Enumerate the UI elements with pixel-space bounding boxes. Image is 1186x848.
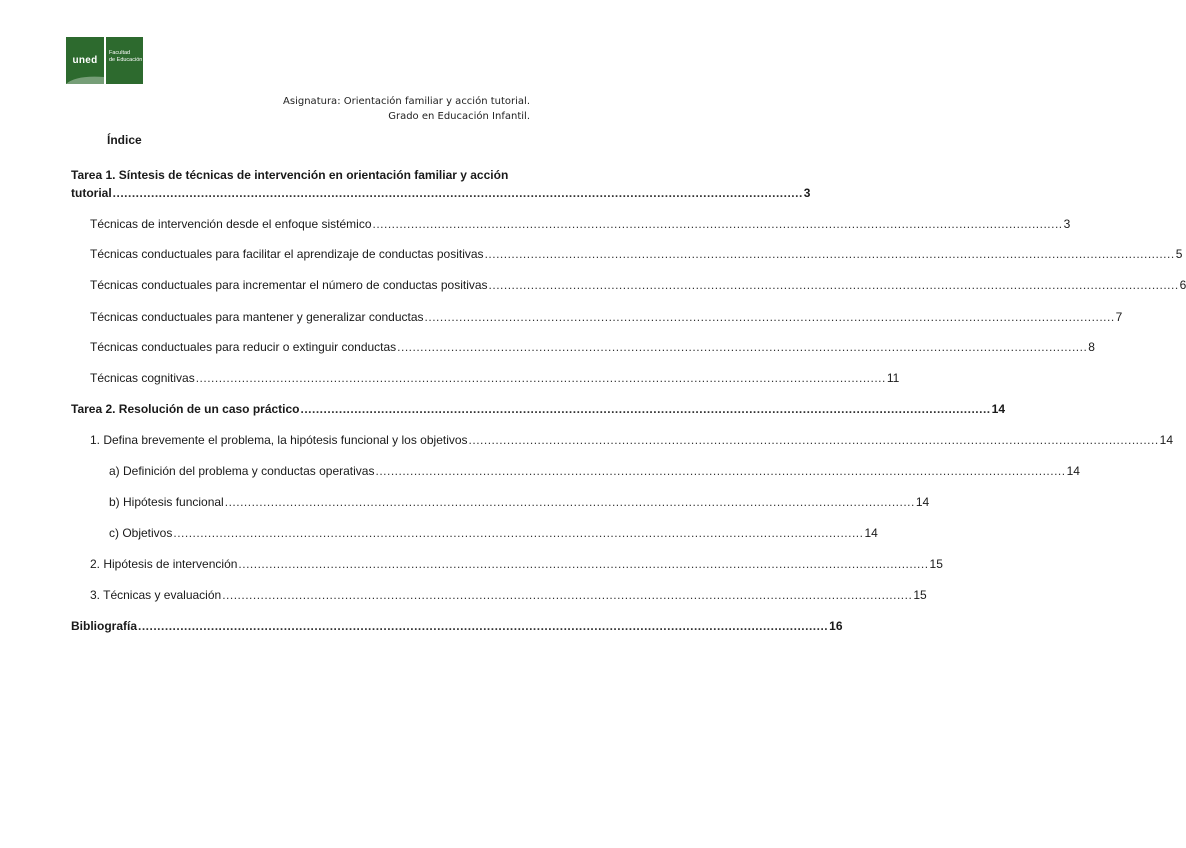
toc-page-number: 14 <box>1159 433 1174 447</box>
toc-entry-label: Técnicas conductuales para facilitar el aprendizaje de conductas positivas <box>90 247 484 261</box>
toc-entry[interactable] <box>109 495 930 510</box>
subject-line: Asignatura: Orientación familiar y acción tutorial. <box>283 96 530 107</box>
toc-page-number: 14 <box>991 402 1005 416</box>
toc-leader-dots: .................................................................................................................................................................................... <box>372 217 1063 231</box>
toc-entry[interactable] <box>90 217 1071 232</box>
degree-line: Grado en Educación Infantil. <box>388 111 530 122</box>
toc-entry[interactable] <box>90 588 927 603</box>
toc-page-number: 8 <box>1088 340 1095 354</box>
document-header <box>283 94 530 124</box>
toc-page-number: 14 <box>1066 464 1080 478</box>
toc-leader-dots: .................................................................................................................................................................................... <box>238 557 929 571</box>
toc-leader-dots: .................................................................................................................................................................................... <box>112 186 803 200</box>
faculty-line-2: de Educación <box>109 57 143 63</box>
toc-entry-label: Técnicas de intervención desde el enfoque sistémico <box>90 217 372 231</box>
toc-entry-label: 2. Hipótesis de intervención <box>90 557 238 571</box>
toc-entry-label: c) Objetivos <box>109 526 173 540</box>
toc-title: Índice <box>107 133 142 147</box>
toc-entry[interactable] <box>90 433 1174 448</box>
toc-entry[interactable] <box>90 557 943 572</box>
toc-entry[interactable] <box>90 247 1183 262</box>
toc-entry-tarea2[interactable] <box>71 402 1005 417</box>
toc-entry[interactable] <box>90 310 1123 325</box>
toc-leader-dots: .................................................................................................................................................................................... <box>138 619 829 633</box>
toc-entry-label: tutorial <box>71 186 112 200</box>
toc-page-number: 7 <box>1115 310 1123 324</box>
faculty-name <box>106 37 143 84</box>
logo-swoosh-icon <box>66 73 104 84</box>
toc-entry-tarea1[interactable] <box>71 186 811 201</box>
toc-page-number: 11 <box>886 371 900 385</box>
toc-page-number: 14 <box>864 526 878 540</box>
toc-page-number: 6 <box>1179 278 1186 292</box>
toc-entry-label: 1. Defina brevemente el problema, la hipótesis funcional y los objetivos <box>90 433 468 447</box>
toc-leader-dots: .................................................................................................................................................................................... <box>397 340 1088 354</box>
toc-entry-label: Tarea 2. Resolución de un caso práctico <box>71 402 300 416</box>
toc-tarea1-line1[interactable]: Tarea 1. Síntesis de técnicas de intervención en orientación familiar y acción <box>71 168 509 182</box>
toc-leader-dots: .................................................................................................................................................................................... <box>300 402 991 416</box>
toc-page-number: 3 <box>803 186 811 200</box>
toc-entry-label: Bibliografía <box>71 619 138 633</box>
toc-page-number: 14 <box>915 495 930 509</box>
toc-entry-label: 3. Técnicas y evaluación <box>90 588 222 602</box>
toc-leader-dots: .................................................................................................................................................................................... <box>488 278 1179 292</box>
toc-entry-label: Técnicas conductuales para mantener y generalizar conductas <box>90 310 424 324</box>
toc-page-number: 15 <box>913 588 927 602</box>
toc-page-number: 5 <box>1175 247 1183 261</box>
toc-entry-label: a) Definición del problema y conductas operativas <box>109 464 375 478</box>
toc-entry-bibliografia[interactable] <box>71 619 843 634</box>
toc-leader-dots: .................................................................................................................................................................................... <box>484 247 1175 261</box>
toc-entry[interactable] <box>109 526 878 541</box>
toc-entry[interactable] <box>90 340 1095 355</box>
uned-logo <box>66 37 143 84</box>
toc-leader-dots: .................................................................................................................................................................................... <box>222 588 913 602</box>
toc-leader-dots: .................................................................................................................................................................................... <box>468 433 1159 447</box>
toc-page-number: 15 <box>929 557 943 571</box>
toc-page-number: 16 <box>829 619 843 633</box>
toc-entry-label: Técnicas cognitivas <box>90 371 195 385</box>
toc-page-number: 3 <box>1063 217 1071 231</box>
toc-leader-dots: .................................................................................................................................................................................... <box>224 495 915 509</box>
toc-entry-label: Técnicas conductuales para reducir o extinguir conductas <box>90 340 397 354</box>
toc-leader-dots: .................................................................................................................................................................................... <box>424 310 1115 324</box>
faculty-line-1: Facultad <box>109 50 131 56</box>
toc-entry-label: b) Hipótesis funcional <box>109 495 224 509</box>
uned-logo-mark: uned <box>66 37 104 84</box>
toc-entry-label: Técnicas conductuales para incrementar el número de conductas positivas <box>90 278 488 292</box>
toc-leader-dots: .................................................................................................................................................................................... <box>195 371 886 385</box>
toc-entry[interactable] <box>90 371 900 386</box>
toc-leader-dots: .................................................................................................................................................................................... <box>173 526 864 540</box>
toc-leader-dots: .................................................................................................................................................................................... <box>375 464 1066 478</box>
toc-entry[interactable] <box>109 464 1080 479</box>
toc-entry[interactable] <box>90 278 1186 293</box>
